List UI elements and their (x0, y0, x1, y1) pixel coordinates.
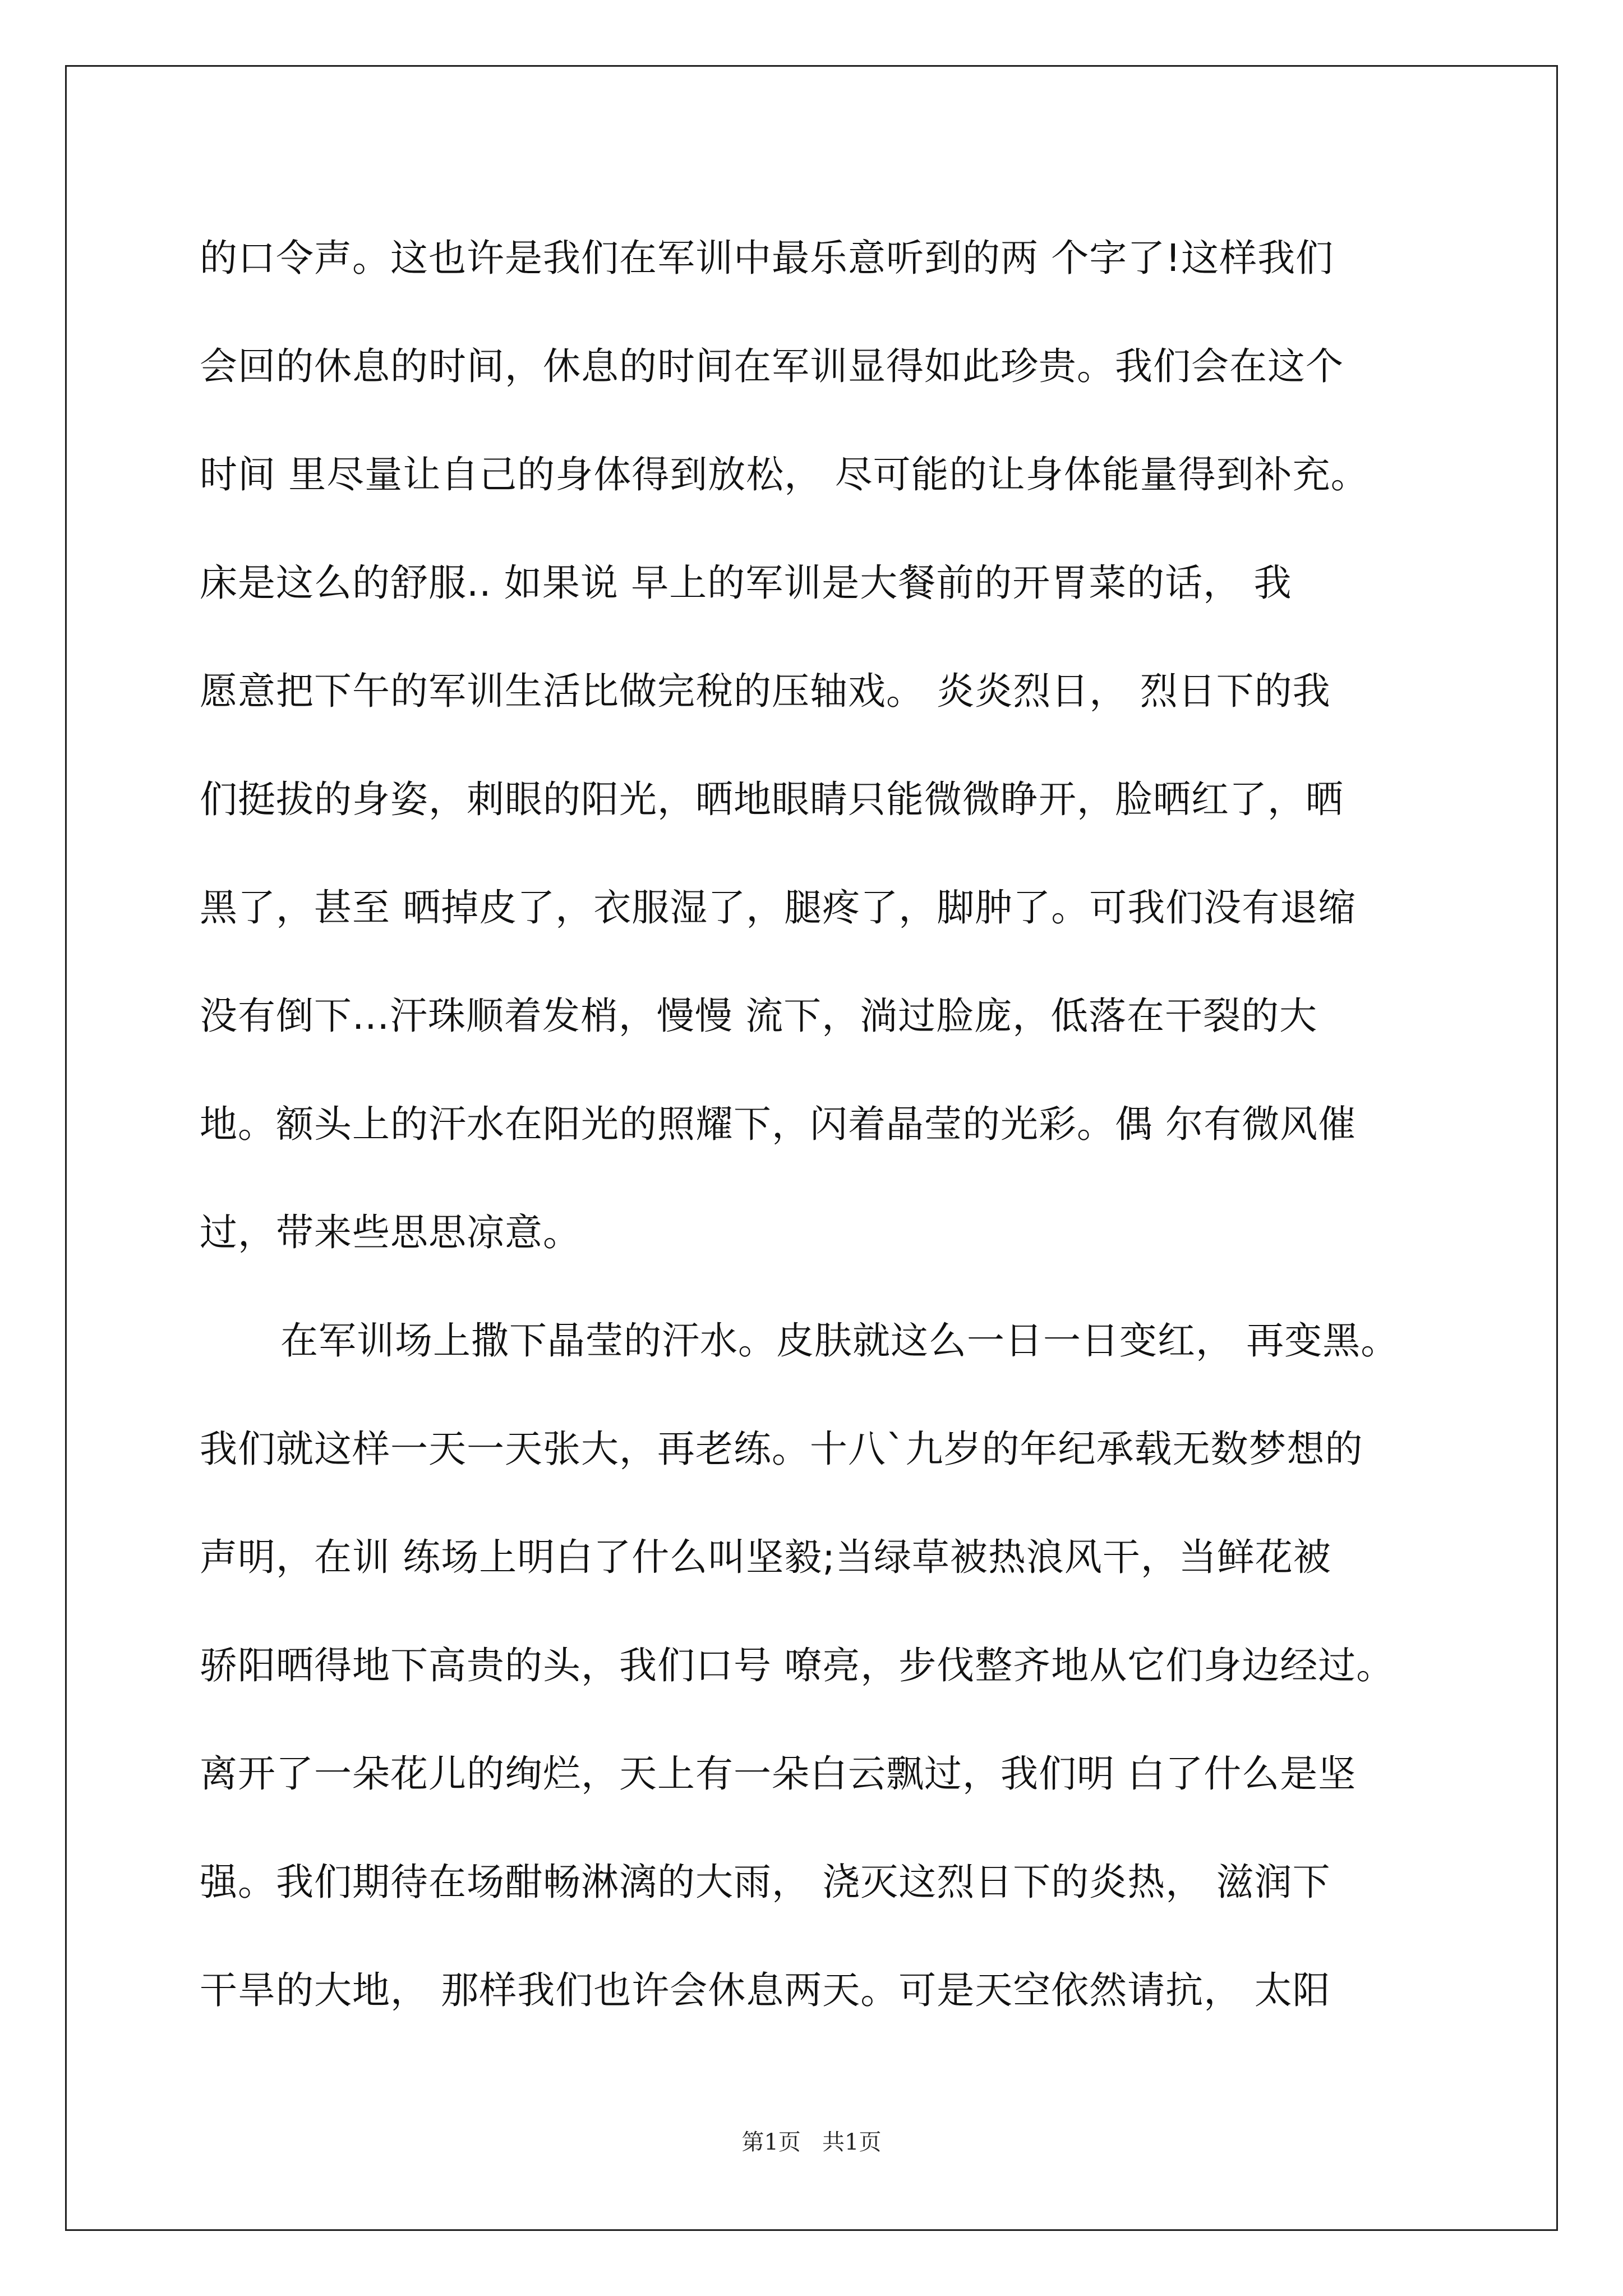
text-line: 骄阳晒得地下高贵的头，我们口号 嘹亮，步伐整齐地从它们身边经过。 (200, 1644, 1395, 1687)
text-line: 过，带来些思思凉意。 (200, 1211, 581, 1254)
text-line: 愿意把下午的军训生活比做完稅的压轴戏。 炎炎烈日， 烈日下的我 (200, 669, 1331, 713)
page-number-footer: 第1页 共1页 (741, 2129, 882, 2155)
text-line: 床是这么的舒服.. 如果说 早上的军训是大餐前的开胃菜的话， 我 (200, 561, 1292, 605)
text-line: 黑了，甚至 晒掉皮了，衣服湿了，腿疼了，脚肿了。可我们没有退缩 (200, 886, 1357, 930)
paragraph-first-line: 在军训场上撒下晶莹的汗水。皮肤就这么一日一日变红， 再变黑。 (280, 1319, 1399, 1363)
document-body (200, 216, 1422, 2056)
text-line: 我们就这样一天一天张大，再老练。十八`九岁的年纪承载无数梦想的 (200, 1427, 1363, 1471)
text-line: 时间 里尽量让自己的身体得到放松， 尽可能的让身体能量得到补充。 (200, 453, 1369, 496)
text-line: 干旱的大地， 那样我们也许会休息两天。可是天空依然请抗， 太阳 (200, 1968, 1331, 2012)
text-line: 强。我们期待在场酣畅淋漓的大雨， 浇灭这烈日下的炎热， 滋润下 (200, 1860, 1331, 1904)
text-line: 会回的休息的时间，休息的时间在军训显得如此珍贵。我们会在这个 (200, 344, 1344, 388)
text-line: 离开了一朵花儿的绚烂，天上有一朵白云飘过，我们明 白了什么是坚 (200, 1752, 1357, 1796)
text-line: 没有倒下...汗珠顺着发梢，慢慢 流下，淌过脸庞，低落在干裂的大 (200, 994, 1318, 1038)
text-line: 地。额头上的汗水在阳光的照耀下，闪着晶莹的光彩。偶 尔有微风催 (200, 1102, 1357, 1146)
text-line: 的口令声。这也许是我们在军训中最乐意听到的两 个字了!这样我们 (200, 236, 1334, 280)
text-line: 们挺拔的身姿，刺眼的阳光，晒地眼睛只能微微睁开，脸晒红了，晒 (200, 777, 1344, 821)
text-line: 声明，在训 练场上明白了什么叫坚毅;当绿草被热浪风干，当鲜花被 (200, 1535, 1331, 1579)
